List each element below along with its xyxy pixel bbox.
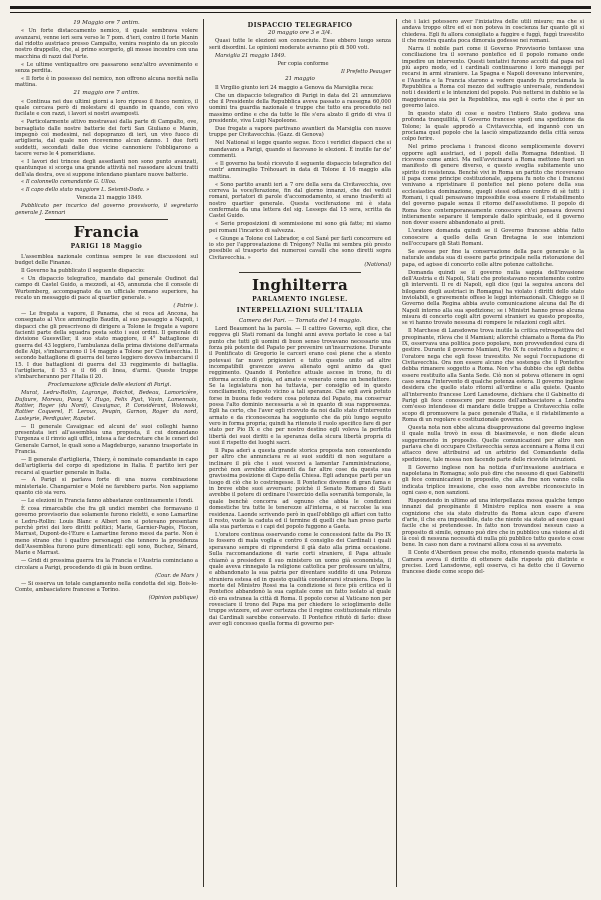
paragraph: Lord Beaumont ha la parola. — Il cattivo Governo, egli dice, che reggeva gli Stati romani da lunghi anni aveva portato le cose a tal punto che tutti gli uomini di buon senso trovavano necessario una forza più potente del Papato per prevenire un'insurrezione. Durante il Pontificato di Gregorio le carceri erano così piene che a stento potevasi far nuovi prigionieri e tutto questo unito ad altre incompatibili gravezze aveva alienato ogni animo da quel reggimento. Quando il Pontefice attuale ascese in trono, fu di riforma accolto di gioia, ed amato e venerato come un benefattore. Se la legislatura non ha tuttavia, per consiglio ed in questo conciliamento, risposto vicino a tali speranze. Che egli avrà potuto forse in buona fede vedere cosa potenza del Papato, ma conservar possa l'alto dominio necessaria a sè in quanto di sua rappresenza. Egli ha certo, che l'aver egli ricevuto da noi dallo stato d'intervento armato e da riconoscenza ha soggiunto che da più lungo seguito vero in forma propria; quindi ha ritenuto il ruolo specifico fare di per stato per Pio IX e che per nostro destino egli voleva la perfetta libertà dei suoi diritti e la speranza della sicura libertà propria di suoi il rispetto dei luoghi sacri. <box>209 325 391 447</box>
column-1 <box>10 19 203 887</box>
paragraph: Il Papa aderì a questa grande storica proposta non consentendo per altro che annunciava re ai suoi sudditi di non seguitare a inclinare il più che i suoi vescovi a lamentar l'amministrazione, perchè non avrebbe altrimenti da far altre cose da questa sua gravissima posizione di Capo della Chiesa. Egli adunque partì per un luogo di ciò che lo costringesse. Il Pontefice divenne di gran fama e in breve ebbe suoi avversari; poichè il Senato Romano di Stati avrebbe il potere di ordinare l'esercizio della sovranità temporale, la quale benchè concorra ad ognuno che abbia le condizioni domestiche tra tutte le tenerezze all'interna, e si raccolse la sua residenza. Laonde scrivendo però in quell'obbligo gli affari con tutto il resto, vuole la caduta ed il termine di quelli che han preso parte alla sua partenza e i capi del popolo fuggono a Gaeta. <box>209 448 391 531</box>
paragraph: È cosa rimarcabile che fra gli undici membri che formavano il governo provvisorio due solamente furono rieletti, e sono Lamartine e Ledru-Rollin: Louis Blanc e Albert non si potevano presentare perchè privi dei loro diritti politici; Marie, Garnier-Pagès, Flocon, Marrast, Dupont-de-l'Eure e Lamartine ferono messi da parte. Non è meno strano che i quattro personaggi che tennero la presidenza dell'Assemblea furono pure dimenticati: egli sono, Buchez, Sénard, Marie e Marrast. <box>15 506 198 557</box>
paragraph: Il Virgilio giunto ieri 24 maggio a Genova da Marsiglia reca: <box>215 84 374 91</box>
dateline: Camera dei Pari. — Tornata del 14 maggio. <box>238 317 362 324</box>
paragraph-title: Proclamazione ufficiale delle elezioni di Parigi. <box>47 382 172 389</box>
section-heading-inghilterra: Inghilterra <box>251 275 348 294</box>
paragraph: Se avesse per fine la conservazione della pace generale o la naturale andata sua di essere parte principale nella ristorazione del papa, ed agisse di concerto colle altre potenze cattoliche. <box>402 249 584 268</box>
paragraph: « Particolarmente attivo mostravasi dalla parte di Campalto, ove, bersagliato dalle nostre batterie dei forti San Giuliano e Manin, impegnò coi medesimi, nel dopopranzo di ieri, un vivo fuoco di artiglieria, dal quale non ricevemmo alcun danno. I due forti suddetti, secondati dalle due vicine cannoniere l'obbligarono a tacere verso le 4 pomeridiane. <box>15 119 198 157</box>
paragraph: Rispondendo in ultimo ad una interpellazza mossa qualche tempo innanzi dal preopinante il Ministro replica non essere a sua cognizione che sia stato distrutto da Roma alcun capo d'avere d'arte, il che era impossibile, dato che niente sia stato ad esso quasi facile che si pretendesse. In fatto non trovandosi nessun caso a proposito di simile, ognuno può dire che in pubblico una visione al di là così di nessuna necessità di nulla più pubblico tutto questo e cose bene. In caso non dare a rovinarsi allora cosa si sa avvenuto. <box>402 498 584 549</box>
dateline: 20 maggio ore 3 e 3/4. <box>268 30 332 36</box>
paragraph: — A Parigi si parlava forte di una nuova combinazione ministeriale. Changarnier e Molé ne farebbero parte. Non sappiamo quanto ciò sia vero. <box>15 477 198 497</box>
paragraph: Il Governo ha pubblicato il seguente dispaccio: <box>21 268 145 275</box>
signature: « Il capo dello stato maggiore L. Seismit-Doda. » <box>21 187 150 194</box>
paragraph: « Il governo ha testè ricevuto il seguente dispaccio telegrafico del contr' ammiraglio Tréhouart in data di Tolone il 16 maggio alla mattina. <box>209 160 391 180</box>
paragraph: « Continua nei due ultimi giorni a loro ripreso il fuoco nemico, il quale cercava però di molestare di quando in quando, con vivo fucilate e con razzi, i lavori si nostri avamposti. <box>15 98 198 118</box>
section-rule <box>45 219 168 220</box>
paragraph: Nel primo proclama i francesi dicono semplicemente dovervi opporre agli austriaci, ed i popoli della Romagna fidentissi. Il ricevono come amici. Ma nell'avvicinarsi a Roma mettono fuori un manifesto di genere diverso, e questo sveglia subitamente uno spirito di resistenza. Benchè vivi in Roma un partito che ricevevano il papa come principe costituzionale, appena fu noto che i francesi venivano a ripristinare il pontefice nel pieno potere della sua ecclesiastica dominazione, quegli stessi odiano contro di sè tutti i Romani, i quali pensavano impossibile essa essere il ristabilimento del governo papale senza il ritorno dell'assolutismo. Il popolo di Roma fece contemporaneamente conoscere ch'ei pensava doversi intieramente separare il temporale dallo spirituale, ed il governo non dover essere abbandonato ai preti. <box>402 144 584 227</box>
section-heading-dispaccio: DISPACCIO TELEGRAFICO <box>247 21 353 29</box>
signature: Il Prefetto Peauger <box>341 68 391 75</box>
paragraph: « Serie proposizioni di sommissione mi sono già fatte; mi siamo pei romani l'incarico di salvezza. <box>209 221 391 234</box>
paragraph: — Si osserva un totale cangiamento nella condotta del sig. Bois-le-Comte, ambasciatore francese a Torino. <box>15 580 198 593</box>
section-subheading: PARIGI 18 Maggio <box>70 242 143 250</box>
column-2 <box>203 19 396 887</box>
paragraph: Questa nota non ebbe alcuna disapprovazione dal governo inglese il quale nulla trovò in essa di biasimevole, e non diede alcun suggerimento in proposito. Quelle comunicazioni per altro non parlava che di occupare Civitavecchia senza accennare a Roma il cui attacco deve attribuirsi ad un arbitrio del Comandante della spedizione, tale mossa non facendo parte delle ricevute istruzioni. <box>402 425 584 463</box>
paragraph: Domanda quindi se il governo nulla sappia dell'invasione dell'Austria e di Napoli, Stati che protestavano recentemente contro gli interventi. Il re di Napoli, egli dice (qui la seguiva ancora del bilogamo degli austriaci in Romagna) ha violato i diritti dello stato inviolabili, e gravemente offeso le leggi internazionali. Chieggo se il Governo della Regina abbia avuto comunicazione alcuna dal Re di Napoli intorno alla sua spedizione; se i Ministri hanno preso alcuna misura di concerto cogli altri governi stranieri su questo proposito, se vi hanno trovato nessuna di rompere le relazioni cogli altri. <box>402 269 584 327</box>
paragraph: « Giunge a Tolone col Labrador, e col Sané per farli concorrere ed io sto per l'approvatazione di Trégony? Nulla mi sembra più presto possibile al trasporto dei numerosi cavalli che sono diretti sopra Civitavecchia. » <box>209 235 391 261</box>
column-3 <box>396 19 589 887</box>
paragraph: L'oratore domanda quindi se il Governo francese abbia fatto conoscere a quello della Gran Bretagna le sue intenzioni nell'occupare gli Stati Romani. <box>402 228 584 248</box>
paragraph: In questo stato di cose e nostro l'intiero Stato godeva una profonda tranquillità, il Governo francese spedì una spedizione da Tolone; la quale approdò a Civitavecchia, ed ingannò con un proclama quel popolo che la lasciò simpatizzando della città senza colpo ferire. <box>402 111 584 143</box>
source-credit: (Cour. de Mars ) <box>155 572 198 579</box>
signature: « Il colonnello comandante G. Ulloa. <box>21 179 117 186</box>
paragraph: Narra il nobile pari come il Governo Provvisorio tentasse una conciliazione tra il sovrano pontefice ed il popolo romano onde impedire un intervento. Questi tentativi furono accolti dal papa nel più aspro modo, ed i cardinali continuarono i loro maneggi per recarsi in armi straniere. La Spagna e Napoli dovevano intervenire, e l'Austria e la Francia starono a vedere quando fu proclamata la Repubblica a Roma col mezzo del suffragio universale, rendendosi noti i desiderii e le intenzioni del popolo. Può nettersi in dubbio se la maggioranza sia per la Repubblica, ma egli è certo che è per un governo laico. <box>402 45 584 110</box>
paragraph: Il Marchese di Lansdowne trova inutile la critica retrospettiva del preopinante, rileva che il Mamiani; allorchè chiamato a Roma da Pio IX, osservava una politica poco popolare, non provvedendosi cura di gestire. Durante il governo Mamiani, Pio IX fu costretto a fuggire; e l'oratore nega che egli fosse travestito. Ne seguì l'occupazione di Civitavecchia. Ora non essere alcuno che sostenga che il Pontefice debba rimanere soggetto a Roma. Non v'ha dubbio che egli debba essere restituito alla Santa Sede. Ciò non si poteva ottenere in ogni caso senza l'intervento di qualche potenza estera. Il governo inglese desidera che quello stato ritorni all'ordine e alla quiete. Quanto all'intervento francese Lord Lansdowne, dichiara che il Gabinetto di Parigi gli fece conoscere per mezzo dell'ambasciatore a Londra com'esso intendesse di mandare delle truppe a Civitavecchia colle scopo di promuovere la pace generale d'Italia, e il ristabilimento a Roma di un regolare e costituzionale governo. <box>402 328 584 424</box>
paragraph: — Il generale d'artiglieria, Thiery, è nominato comandante in capo dell'artiglieria del corpo di spedizione in Italia. È partito ieri per recarsi al quartier generale in Italia. <box>15 456 198 476</box>
section-subheading: PARLAMENTO INGLESE. <box>252 295 348 303</box>
dateline: 21 maggio ore 7 antim. <box>73 90 140 97</box>
columns <box>10 19 591 887</box>
paragraph: — Gridi di prossima guerra tra la Francia e l'Austria cominciano a circolare a Parigi, procedendo di già in buon ordine. <box>15 558 198 571</box>
paragraph: L'assemblea nazionale continua sempre le sue discussioni sul budget delle Finanze. <box>15 253 198 267</box>
paragraph: — Le elezioni in Francia fanno abbastanze continuamente i fondi. <box>21 498 194 505</box>
top-rule-thin <box>10 12 591 13</box>
paragraph: chè i laici potessero aver l'iniziativa delle utili misure; ma che si andava troppo oltre ed ei non poteva in coscienza far quanto gli si chiedeva. Egli fu allora consigliato a fuggire e fuggì, fuggì travestito il che mostra quanta poca dimoraia godesse nei romani. <box>402 19 584 45</box>
paragraph: Nel National si legge quanto segue. Ecco i veridici dispacci che si mandavano a Parigi, quando si facevano le elezioni. È inutile far de' commenti. <box>209 140 391 159</box>
paragraph: — Le fregata a vapore, il Panama, che si reca ad Ancona, ha consegnato al Vice ammiraglio Baudin, al suo passaggio a Napoli, i dispacci che gli prescrivono di dirigere a Tolone le fregate a vapore facienti parte della squadra posta sotto i suoi ordini. Il generale di divisione Gueswiller, il suo stato maggiore, il 4° battaglione di guerra del 43 leggiero, l'ambulanza della prima divisione dell'armata delle Alpi, s'imbarcarono il 14 maggio a Tolone per Civitavecchia. Il secondo battaglione di guerra del terzo leggiero doveva imbarcarsi il 15. I due battaglioni di guerra del 33 reggimento di battaglia. l'artiglieria, il 53 e il 66 di linea, d'armi. Queste truppe s'imbarcheranno per l'Italia il 20. <box>15 310 198 381</box>
section-heading-francia: Francia <box>73 222 140 241</box>
paragraph: « Le ultime ventiquattro ore passarono senz'altro avvenimento e senza perdita. <box>15 61 198 74</box>
paragraph: Che un dispaccio telegrafico di Parigi in data del 21 annunziava che il Presidente della Repubblica aveva passato a rassegna 60,000 uomini tra guardia nazionale e truppe che tutto era proceduto nel massimo ordine e che da tutte le file s'era alzato il grido di viva il presidente, viva Luigi Napoleone. <box>209 92 391 125</box>
paragraph: Murat, Ledru-Rollin, Lagrange, Boichot, Bedeau, Lamoricière, Dufaure, Moreau, Passy, V. Hugo, Felix Pyat, Vavin, Lamennais, Rattier, Roger (du Nord), Cavaignac, P. Considérant, Wolowski, Rattier Coquerel, F. Leroux, Peupin, Garnon, Roger du nord, Lasteyrie, Perdiguier, Rapatel. <box>15 390 198 422</box>
paragraph: « Sono partito avanti ieri a 7 ore della sera da Civitavecchia, ove correva la voce/ferazione, fin dal giorno innanzi, che dei veduti romani, portatori di parole d'accomodamento, si erano trasferiti al nostro quartier generale. Questa vociferazione mi è stata confermata da una lettera del sig. Lesseps dal 15 sera, scritta da Castel Guido. <box>209 181 391 220</box>
place-date: Venezia 21 maggio 1849. <box>76 195 143 202</box>
source-credit: ( Patrie ). <box>173 302 198 309</box>
publication-note: Pubblicato per incarico del governo provvisorio, il segretario generale J. Zennari <box>15 203 198 216</box>
paragraph: « Un dispaccio telegrafico, mandato dal generale Oudinot dal campo di Castel Guido, a mezzodì, ai 45, annunzia che il console di Wurtemberg, accompagnato da un ufficiale romano superiore, ha recato un messaggio di pace al quartier generale. » <box>15 275 198 302</box>
copy-note: Per copia conforme <box>277 60 329 67</box>
paragraph: « Un forte distaccamento nemico, il quale sembrava volere avanzarsi, venne ieri sera verso le 7 pom. d'ieri, contro il forte Manin dal ridotto austriaco presso Campalto, venira respinto da un piccolo nostro drappello, che, al primo scorgerlo, gli mosse incontro con una macchina di razzi dal Forte. <box>15 28 198 60</box>
source-credit: (Opinion publique) <box>148 594 198 601</box>
paragraph: L'oratore continua osservando come le concessioni fatte da Pio IX lo fossero di mala voglia e contro il consiglio dei Cardinali i quali speravano sempre di riprendersi il già dato alla prima occasione. Sulla raccomandazione di varie corti straniere, il Papa attuale chiamò a presiedere il suo ministero un uomo già economista, il quale aveva rinnegato la religione cattolica per professare un'altra, e abbandonato la sua patria per diventare suddito di una Potenza straniera estesa ed in questo qualità considerarsi straniera. Dopo la morte del Ministro Rossi ma la condizione si fece più critica ed il Pontefice abbandonò la sua capitale come un fatto isolato al quale ciò era estranea la città di Roma. Il popolo corse al Vaticano non per rovesciare il trono del Papa ma per chiedere lo scioglimento delle truppe svizzere, ed aver certezza che il regime costituzionale ritirato dai Cardinali sarebbe conservato. Il Pontefice rifiutò di farlo: disse aver egli concesso quella forma di governo per- <box>209 532 391 627</box>
section-rule <box>239 272 361 273</box>
section-subheading: INTERPELLAZIONI SULL'ITALIA <box>236 306 364 314</box>
paragraph: « I lavori dei trincee degli assedianti non sono punto avanzati, quantunque si scorga una grande attività nel rassodare alcuni tratti dell'ala destra, ove si suppone intendano piantare nuove batterie. <box>15 158 198 178</box>
top-rule <box>10 6 591 9</box>
dateline: 19 Maggio ore 7 antim. <box>73 20 140 26</box>
source-credit: (National) <box>364 262 391 269</box>
paragraph: Quasi tutte le elezioni son conosciute. Esse ebbero luogo senza serii disordini. Le opinioni moderate avranno più di 500 voti. <box>209 38 391 51</box>
paragraph: Due fregate a vapore partivano avantieri da Marsiglia con nuove truppe per Civitavecchia. (Gazz. di Genova) <box>209 126 391 139</box>
paragraph: « Il forte è in possesso del nemico, non offrono alcuna novità nella mattina. <box>15 75 198 89</box>
place-date: Marsiglia 21 maggio 1849. <box>215 52 286 59</box>
paragraph: — Il generale Cavaignac ed alcuni de' suoi colleghi hanno presentata ieri all'assemblea una proposta, il cui domandano l'urgenza e il rinvio agli uffici, intesa a far decretare che le ceneri del Generale Carnot, le quali sono a Magdeburgo, saranno trasportate in Francia. <box>15 423 198 455</box>
dateline: 21 maggio <box>285 76 315 83</box>
paragraph: Il Governo inglese non ha notizia d'un'invasione austriaca e napoletana in Romagna; solo può dire che nessuno di quei Gabinetti gli fece comunicazioni in proposito, che alla fine non vanno colla indicata triplice invasione, che esso non avrebbe riconosciuto in ogni caso e, non sanzioni. <box>402 464 584 497</box>
paragraph: Il Conte d'Aberdeen prese che molto, ritenendo questa materia la Camera aveva il diritto di ottenere dalle risposte più distinte e precise. Lord Lansdowne, egli osserva, ci ha detto che il Governo francese diede come scopo del- <box>402 550 584 576</box>
